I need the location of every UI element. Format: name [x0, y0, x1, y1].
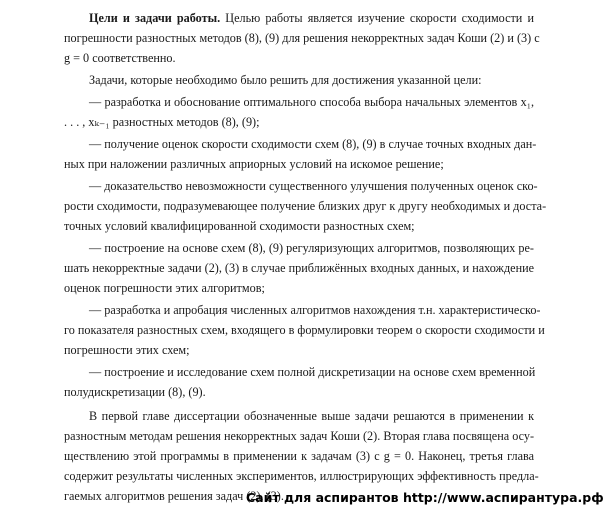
task-6-line-2: полудискретизации (8), (9).	[64, 385, 206, 399]
paragraph-goals-line-2: погрешности разностных методов (8), (9) для решения некорректных задач Коши (2) и (3) с	[64, 31, 540, 45]
task-6-line-1: — построение и исследование схем полной дискретизации на основе схем временной	[89, 365, 536, 379]
task-2-line-2: ных при наложении различных априорных условий на искомое решение;	[64, 157, 444, 171]
summary-line-2: разностным методам решения некорректных задач Коши (2). Вторая глава посвящена осу-	[64, 429, 534, 443]
site-watermark-caption: Сайт для аспирантов http://www.аспирантура.рф	[246, 490, 604, 505]
task-3-line-2: рости сходимости, подразумевающее получение близких друг к другу необходимых и доста-	[64, 199, 547, 213]
task-4-line-3: оценок погрешности этих алгоритмов;	[64, 281, 265, 295]
paragraph-goals-line-1	[89, 8, 534, 28]
task-4-line-1: — построение на основе схем (8), (9) регуляризующих алгоритмов, позволяющих ре-	[89, 241, 534, 255]
goals-heading: Цели и задачи работы.	[89, 11, 221, 25]
paragraph-goals-line-3: g = 0 соответственно.	[64, 51, 176, 65]
task-5-line-2: го показателя разностных схем, входящего в формулировки теорем о скорости сходимости и	[64, 323, 545, 337]
task-5-line-1: — разработка и апробация численных алгоритмов нахождения т.н. характеристическо-	[89, 303, 541, 317]
goals-text: Целью работы является изучение скорости сходимости и	[220, 11, 534, 25]
task-3-line-1: — доказательство невозможности существенного улучшения полученных оценок ско-	[89, 179, 538, 193]
task-3-line-3: точных условий квалифицированной сходимости разностных схем;	[64, 219, 415, 233]
summary-line-3: ществлению этой программы в применении к задачам (3) с g = 0. Наконец, третья глава	[64, 449, 534, 463]
summary-line-4: содержит результаты численных экспериментов, иллюстрирующих эффективность предла-	[64, 469, 539, 483]
task-1-line-2: . . . , xₖ₋₁ разностных методов (8), (9);	[64, 115, 260, 129]
task-2-line-1: — получение оценок скорости сходимости схем (8), (9) в случае точных входных дан-	[89, 137, 537, 151]
tasks-intro: Задачи, которые необходимо было решить для достижения указанной цели:	[89, 73, 482, 87]
task-1-line-1: — разработка и обоснование оптимального способа выбора начальных элементов x₁,	[89, 95, 534, 109]
task-5-line-3: погрешности этих схем;	[64, 343, 190, 357]
task-4-line-2: шать некорректные задачи (2), (3) в случае приближённых входных данных, и нахождение	[64, 261, 535, 275]
summary-line-5: гаемых алгоритмов решения задач (2), (3).	[64, 489, 284, 503]
summary-line-1: В первой главе диссертации обозначенные выше задачи решаются в применении к	[89, 409, 534, 423]
